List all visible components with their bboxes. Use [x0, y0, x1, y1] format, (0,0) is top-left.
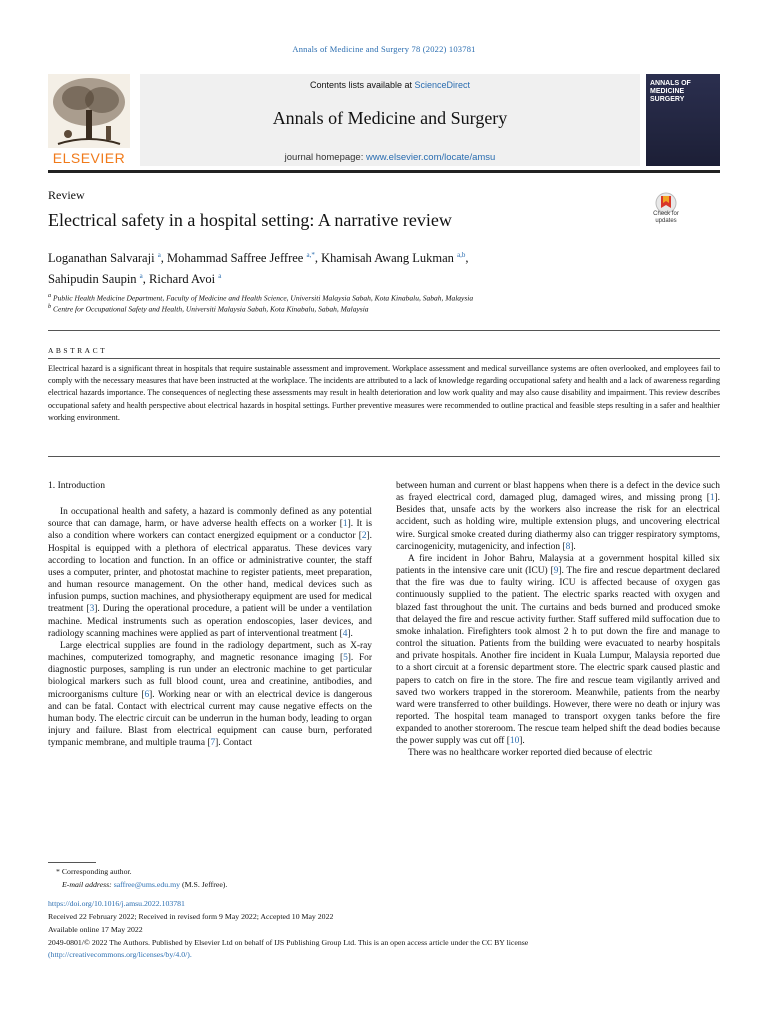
body-text: ]. Hospital is equipped with a plethora of electrical apparatus. These devices vary according to location and function. In an office or administrative counter, the staff uses a computer, printer, and photostat machine to register patients, meet preparation, and human resource management. On the other hand, medical devices such as infusion pumps, suction machines, and physiotherapy equipment are used for medical treatment [ [48, 531, 372, 615]
body-paragraph [48, 640, 372, 749]
affiliation-a [48, 292, 473, 303]
body-text: between human and current or blast happens when there is a defect in the device such as frayed electrical cord, damaged plug, damaged wires, and missing prong [ [396, 481, 720, 504]
check-updates-line-2: updates [655, 217, 677, 224]
journal-citation[interactable]: Annals of Medicine and Surgery 78 (2022) 103781 [292, 44, 476, 54]
body-paragraph [396, 480, 720, 553]
body-text: Large electrical supplies are found in the radiology department, such as X-ray machines, computerized tomography, and magnetic resonance imaging [ [48, 640, 372, 664]
reference-link[interactable]: 9 [553, 566, 559, 577]
homepage-link[interactable]: www.elsevier.com/locate/amsu [365, 152, 496, 163]
author-name[interactable]: Loganathan Salvaraji [48, 251, 155, 266]
reference-link[interactable]: 3 [89, 604, 95, 615]
author-affiliation-mark[interactable]: a [139, 272, 143, 281]
affiliation-mark: b [48, 303, 52, 310]
body-column-right [396, 480, 720, 760]
body-text: ]. Contact [215, 738, 253, 749]
abstract-bottom-rule [48, 456, 720, 457]
body-text: ]. It is also a condition where workers can contact energized equipment or a conductor [ [48, 519, 372, 542]
email-label: E-mail address: [62, 880, 114, 889]
cover-title-line-2: MEDICINE [650, 88, 685, 95]
email-link[interactable]: saffree@ums.edu.my [113, 880, 181, 889]
homepage-line [140, 152, 640, 163]
body-text: There was no healthcare worker reported died because of electric [408, 748, 653, 759]
abstract-text: Electrical hazard is a significant threat in hospitals that require sustainable assessment and improvement. Workplace assessment and medical surveillance systems are often overlooked, and employees fail to comply with the necessary measures that have been instructed at the workplace. The incidents are attributed to a lack of knowledge regarding occupational safety and health and a lack of awareness regarding electrical hazards importance. The consequences of neglecting these assessments may result in health deterioration and low work quality and may also cause disability and impairment. This review describes occupational safety and health perspective about electrical hazards in hospital settings. Further preventive measures were recommended to outline practical and feasible steps resulting in a safer and healthier working environment. [48, 364, 720, 422]
license-url[interactable]: (http://creativecommons.org/licenses/by/4.0/). [48, 950, 192, 959]
reference-link[interactable]: 4 [342, 628, 348, 639]
body-text: ]. [570, 541, 576, 552]
check-updates-line-1: Check for [653, 211, 679, 217]
journal-title: Annals of Medicine and Surgery [272, 108, 508, 128]
body-text: ]. Besides that, unsafe acts by the workers also increase the risk for an electrical accident, such as holding wire, multiple extension plugs, and uncovering electrical wire. Surgical smoke created during diathermy also can trigger respiratory symptoms, carcinogenicity, mutagenicity, and infection [ [396, 493, 720, 552]
body-column-left [48, 480, 372, 749]
article-title: Electrical safety in a hospital setting: A narrative review [48, 210, 452, 230]
abstract-top-rule [48, 358, 720, 359]
reference-link[interactable]: 8 [565, 541, 571, 552]
doi-link[interactable] [48, 899, 720, 908]
author-affiliation-mark[interactable]: a [157, 251, 161, 259]
abstract-heading: ABSTRACT [48, 346, 108, 355]
body-text: In occupational health and safety, a hazard is commonly defined as any potential source that can damage, harm, or have adverse health effects on a worker [ [48, 507, 372, 530]
received-dates: Received 22 February 2022; Received in revised form 9 May 2022; Accepted 10 May 2022 [48, 912, 334, 921]
author-affiliation-mark[interactable]: a [218, 272, 222, 281]
email-suffix: (M.S. Jeffree). [180, 880, 228, 889]
author-list: Loganathan Salvaraji $^a$, Mohammad Saffree Jeffree $^{a,*}$, Khamisah Awang Lukman $^{a,b}$, Sahipudin Saupin $^a$, Richard Avoi $^a$ [48, 251, 469, 287]
affiliation-mark: a [48, 292, 52, 299]
license-text: 2049-0801/© 2022 The Authors. Published by Elsevier Ltd on behalf of IJS Publishing Group Ltd. This is an open access article under the CC BY license [48, 938, 529, 947]
affiliation-text: Centre for Occupational Safety and Health, Universiti Malaysia Sabah, Kota Kinabalu, Sabah, Malaysia [53, 304, 369, 314]
body-text: ]. The fire and rescue department declared that the fire was due to faulty wiring. ICU is affected because of oxygen gas continuously supplied to the patient. The electric sparks reacted with oxygen and blazed fast throughout the unit. The curtains and beds burned and produced smoke that delayed the fire and rescue activity further. Staff suffered mild suffocation due to smoke inhalation. Firefighters took almost 2 h to put down the fire and manage to control the situation. Patients from the building were evacuated to nearby hospitals and private hospitals. Another fire incident in Kuala Lumpur, Malaysia reported due to a short circuit at a forensic department store. The electric spark caused plastic and papers to catch on fire in the store. The fire and rescue team vigilantly arrived and saved two workers trapped in the storeroom. Meanwhile, patients from the nearby ward were transferred to other buildings. However, there were no death or injury was reported. The hospital team managed to transport oxygen tanks before the fire expanded to another storeroom. The rescue team helped shift the dead bodies because the power supply was cut off [ [396, 566, 720, 747]
elsevier-wordmark: ELSEVIER [52, 150, 126, 166]
reference-link[interactable]: 5 [343, 653, 348, 664]
body-text: ]. [519, 736, 525, 747]
homepage-prefix: journal homepage: [284, 152, 366, 163]
license-link[interactable] [48, 950, 720, 959]
author-name[interactable]: Mohammad Saffree Jeffree [167, 251, 304, 266]
author-affiliation-mark[interactable]: a,b [457, 251, 466, 259]
body-text: ]. Working near or with an electrical device is dangerous and can be fatal. Contact with electrical current may cause negative effects on the human body. The electric circuit can be underrun in the human body, leading to organ injury and failure. Blast from electrical equipment can cause burn, perforated tympanic membrane, and multiple trauma [ [48, 689, 372, 749]
body-text: ]. During the operational procedure, a patient will be under a ventilation machine. Medical instruments such as operation endoscopies, laser devices, and radiology scanning machines were applied as part of interventional treatment [ [48, 604, 372, 639]
author-name[interactable]: Sahipudin Saupin [48, 272, 137, 287]
affiliation-b [48, 303, 369, 314]
doi-url[interactable]: https://doi.org/10.1016/j.amsu.2022.103781 [48, 899, 185, 908]
reference-link[interactable]: 6 [144, 689, 150, 700]
affiliation-text: Public Health Medicine Department, Faculty of Medicine and Health Science, Universiti Malaysia Sabah, Kota Kinabalu, Sabah, Malaysia [53, 293, 474, 303]
article-type: Review [48, 188, 85, 202]
body-text: A fire incident in Johor Bahru, Malaysia at a government hospital killed six patients in the intensive care unit (ICU) [ [396, 553, 720, 577]
body-paragraph [48, 506, 372, 640]
contents-line [140, 80, 640, 90]
author-affiliation-mark[interactable]: a,* [306, 251, 315, 259]
reference-link[interactable]: 7 [210, 738, 216, 749]
reference-link[interactable]: 10 [509, 736, 520, 747]
contents-prefix: Contents lists available at [309, 80, 415, 90]
sciencedirect-link[interactable]: ScienceDirect [414, 80, 471, 90]
cover-title [650, 80, 716, 104]
reference-link[interactable]: 1 [709, 493, 715, 504]
footnote-rule [48, 862, 96, 863]
body-text: ]. For diagnostic purposes, sampling is run under an electronic machine to get particular biological markers such as full blood count, urea and creatinine, antibodies, and microorganisms culture [ [48, 653, 372, 700]
reference-link[interactable]: 2 [361, 531, 367, 542]
cover-title-line-1: ANNALS OF [650, 80, 691, 87]
author-name[interactable]: Richard Avoi [149, 272, 216, 287]
cover-title-line-3: SURGERY [650, 96, 685, 103]
available-online: Available online 17 May 2022 [48, 925, 143, 934]
author-name[interactable]: Khamisah Awang Lukman [321, 251, 454, 266]
section-heading: 1. Introduction [48, 480, 106, 491]
check-for-updates-label[interactable] [644, 211, 688, 224]
right-column-paragraphs [396, 480, 720, 760]
reference-link[interactable]: 1 [342, 519, 348, 530]
body-paragraph [396, 747, 720, 759]
body-text: ]. [347, 628, 353, 639]
email-note [62, 880, 227, 889]
section-divider [48, 330, 720, 331]
body-paragraph [396, 553, 720, 748]
header-rule [48, 170, 720, 173]
left-column-paragraphs [48, 506, 372, 749]
corresponding-author-note: * Corresponding author. [56, 867, 132, 876]
